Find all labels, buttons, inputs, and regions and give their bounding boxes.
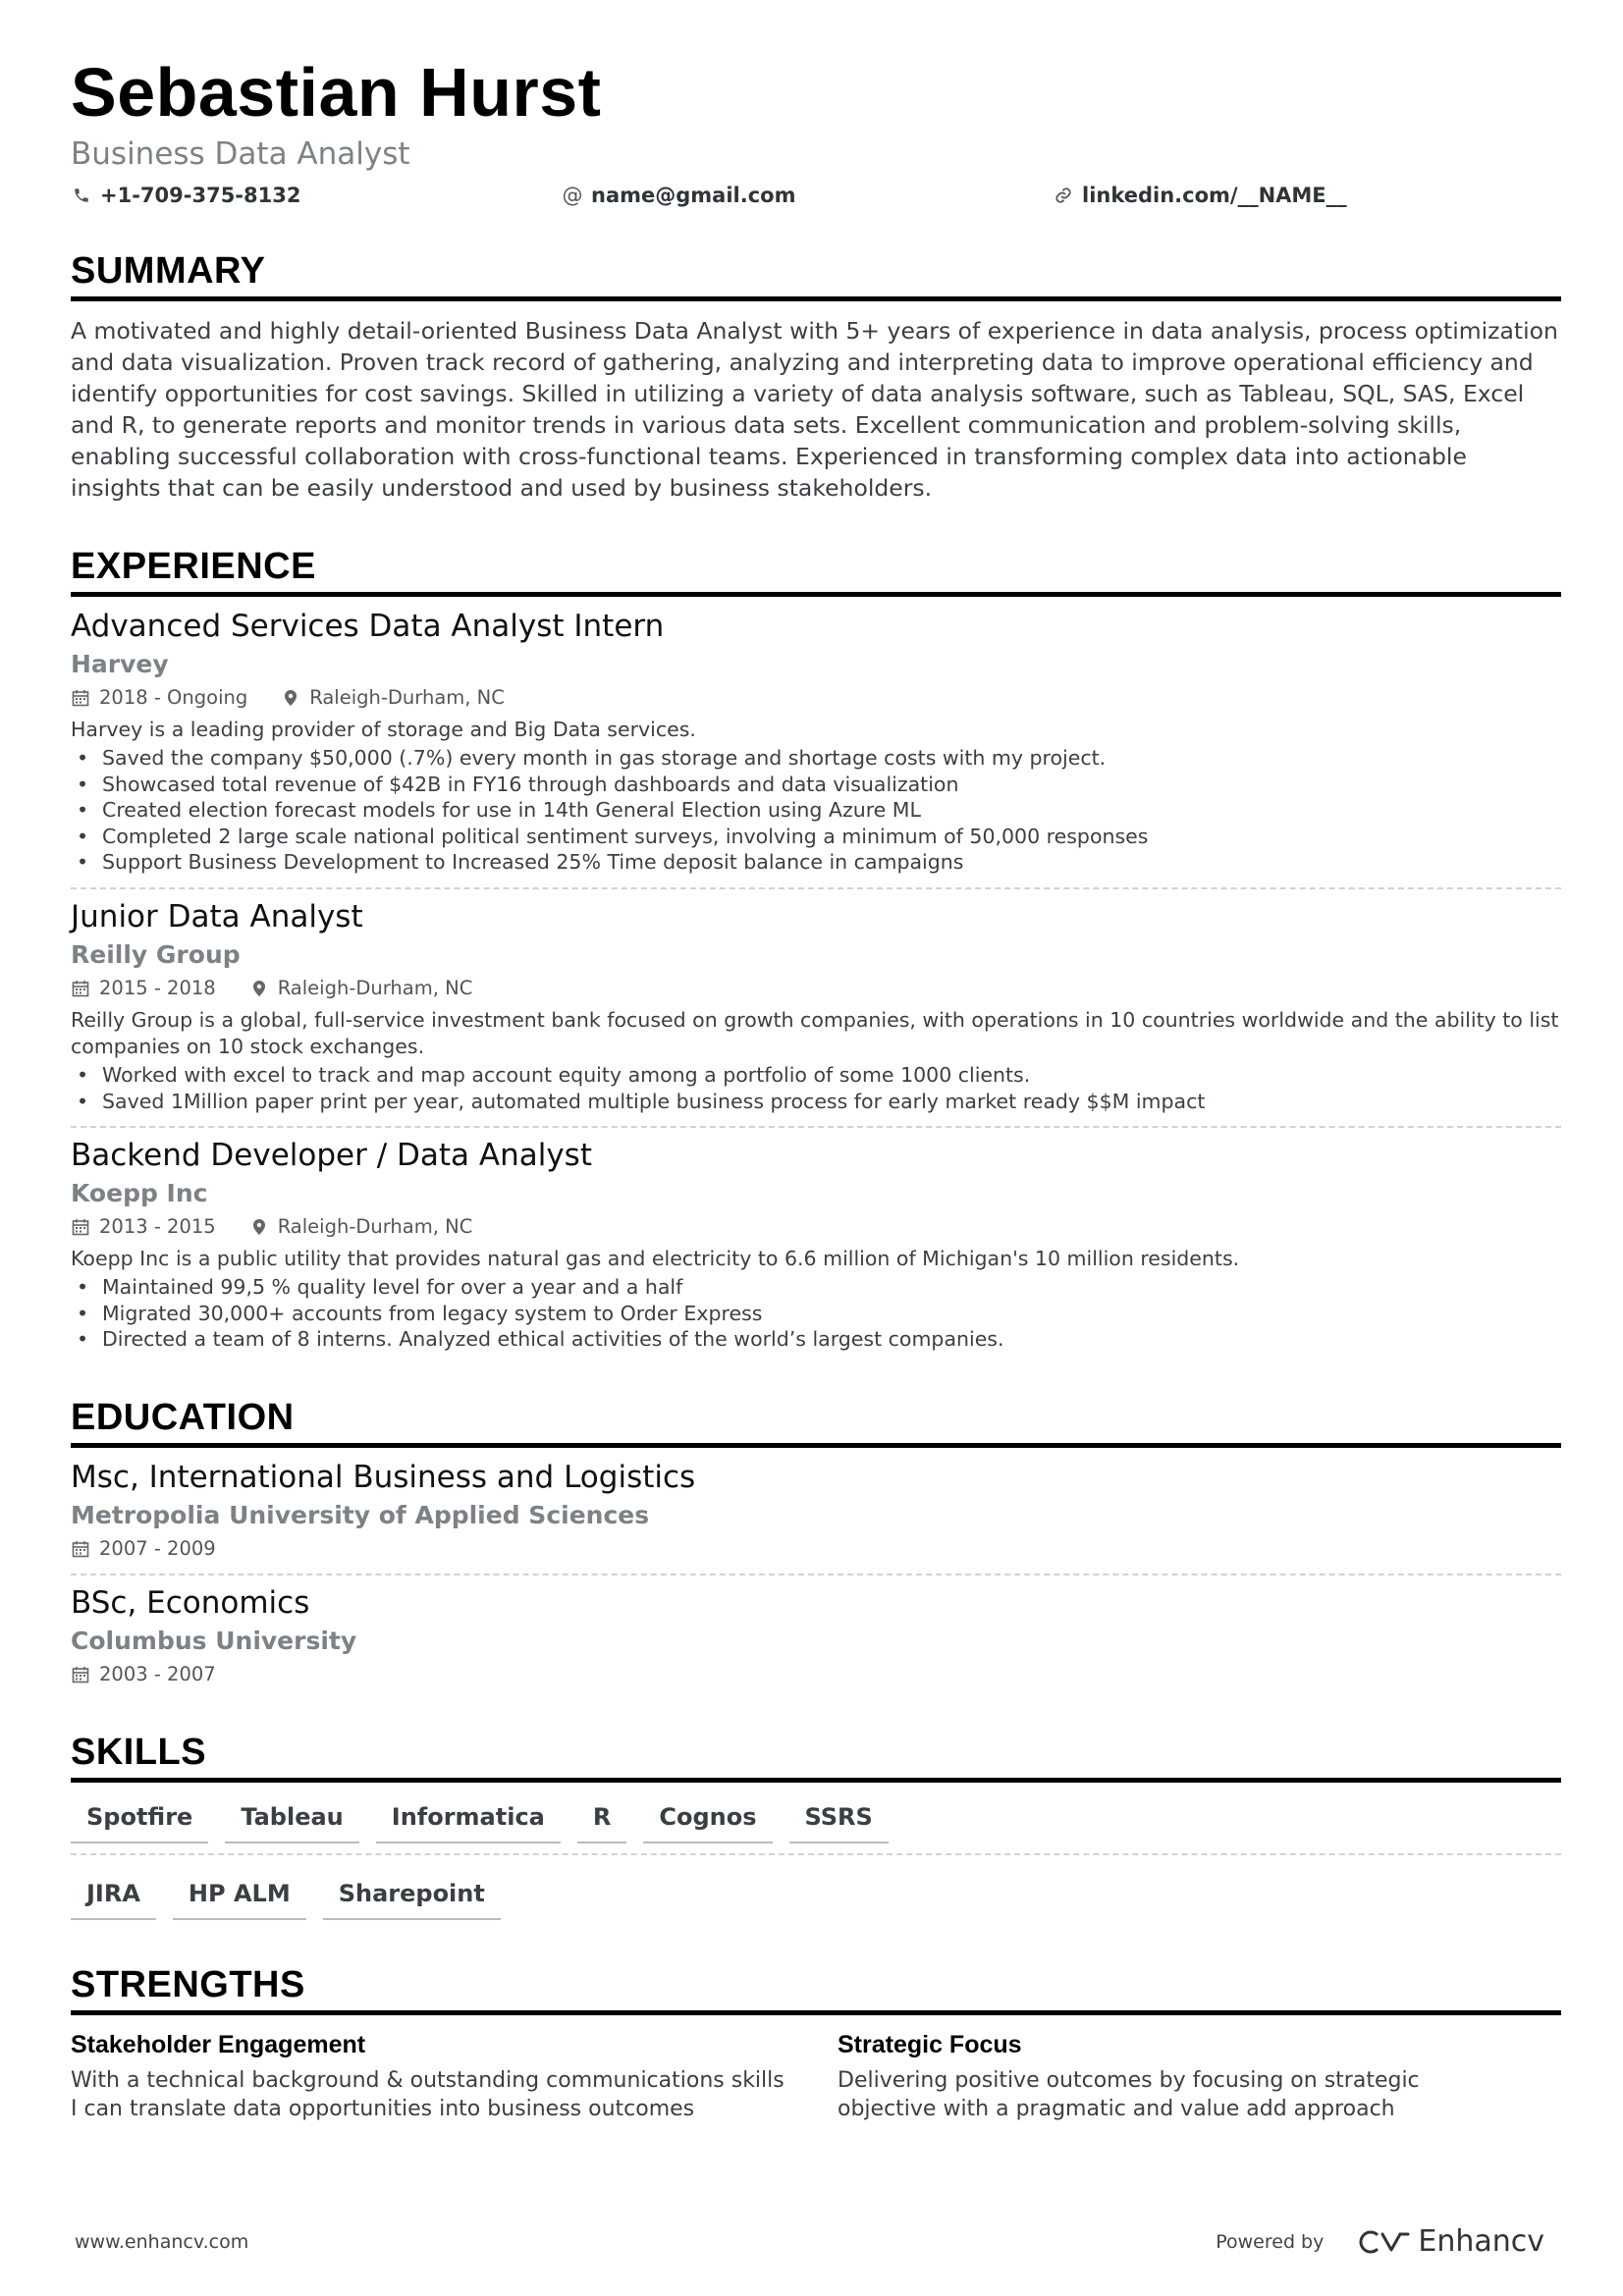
skill-tag: Informatica — [376, 1802, 561, 1843]
education-entry — [71, 1583, 1561, 1687]
job-company: Koepp Inc — [71, 1179, 208, 1208]
divider — [71, 1126, 1561, 1128]
skill-tag: HP ALM — [173, 1879, 306, 1920]
job-entry — [71, 897, 1561, 1128]
powered-by-text: Powered by — [1216, 2230, 1325, 2253]
education-heading: EDUCATION — [71, 1396, 1561, 1448]
enhancv-logo[interactable] — [1355, 2224, 1544, 2259]
linkedin-text: linkedin.com/__NAME__ — [1082, 184, 1347, 207]
job-bullets — [71, 1062, 1561, 1114]
strength-text: With a technical background & outstanding communications skills I can translate data opportunities into business outcomes — [71, 2067, 784, 2121]
resume-page — [71, 53, 1561, 2123]
job-bullet: • Migrated 30,000+ accounts from legacy system to Order Express — [71, 1301, 1561, 1327]
candidate-role: Business Data Analyst — [71, 136, 410, 172]
calendar-icon — [71, 1217, 90, 1237]
footer-site-link[interactable]: www.enhancv.com — [75, 2230, 249, 2253]
footer — [75, 2224, 1544, 2259]
job-dates: 2018 - Ongoing — [99, 686, 248, 709]
email-contact[interactable] — [562, 184, 1053, 207]
job-description: Koepp Inc is a public utility that provides natural gas and electricity to 6.6 million of Michigan's 10 million residents. — [71, 1247, 1240, 1271]
job-meta — [71, 976, 1561, 1001]
linkedin-contact[interactable] — [1053, 184, 1347, 207]
job-bullet: • Directed a team of 8 interns. Analyzed ethical activities of the world’s largest companies. — [71, 1326, 1561, 1353]
strengths-section — [71, 1963, 1561, 2123]
powered-by — [1216, 2224, 1544, 2259]
job-company: Reilly Group — [71, 939, 241, 969]
divider — [71, 1853, 1561, 1855]
school-name: Metropolia University of Applied Sciences — [71, 1500, 650, 1529]
enhancv-brand-text: Enhancv — [1418, 2224, 1544, 2259]
school-name: Columbus University — [71, 1626, 357, 1655]
email-text: name@gmail.com — [591, 184, 796, 207]
strength-title: Stakeholder Engagement — [71, 2030, 366, 2058]
calendar-icon — [71, 1539, 90, 1559]
strengths-grid — [71, 2029, 1561, 2123]
skill-tag: R — [577, 1802, 626, 1843]
job-entry — [71, 1136, 1561, 1353]
job-bullet: • Saved 1Million paper print per year, automated multiple business process for early market ready $$M impact — [71, 1089, 1561, 1115]
summary-section — [71, 249, 1561, 504]
job-title: Junior Data Analyst — [71, 898, 363, 934]
at-icon: @ — [562, 184, 583, 207]
job-location-text: Raleigh-Durham, NC — [277, 1215, 473, 1239]
strength-title: Strategic Focus — [838, 2030, 1022, 2058]
education-dates: 2003 - 2007 — [99, 1662, 216, 1685]
job-location-text: Raleigh-Durham, NC — [309, 686, 505, 709]
skill-tag: JIRA — [71, 1879, 156, 1920]
job-bullet: • Completed 2 large scale national political sentiment surveys, involving a minimum of 50,000 responses — [71, 824, 1561, 850]
location-pin-icon — [281, 688, 300, 708]
job-location — [281, 685, 505, 711]
phone-contact[interactable] — [71, 184, 562, 207]
skills-section — [71, 1731, 1561, 1920]
phone-icon — [71, 185, 92, 206]
job-title: Advanced Services Data Analyst Intern — [71, 609, 665, 644]
job-description: Harvey is a leading provider of storage and Big Data services. — [71, 718, 696, 741]
education-meta — [71, 1662, 1561, 1687]
candidate-name: Sebastian Hurst — [71, 54, 602, 131]
skill-tag: Cognos — [643, 1802, 772, 1843]
enhancv-logo-icon — [1355, 2228, 1410, 2256]
header — [71, 53, 1561, 210]
strength-item — [838, 2029, 1561, 2123]
location-pin-icon — [249, 979, 269, 998]
job-entry — [71, 607, 1561, 889]
skill-tag: Tableau — [225, 1802, 358, 1843]
summary-text: A motivated and highly detail-oriented Business Data Analyst with 5+ years of experience in data analysis, process optimization and data visualization. Proven track record of gathering, analyzing and interpreting data to improve operational efficiency and identify opportunities for cost savings. Skilled in utilizing a variety of data analysis software, such as Tableau, SQL, SAS, Excel and R, to generate reports and monitor trends in various data sets. Excellent communication and problem-solving skills, enabling successful collaboration with cross-functional teams. Experienced in transforming complex data into actionable insights that can be easily understood and used by business stakeholders. — [71, 317, 1558, 502]
skills-row — [71, 1802, 1561, 1843]
job-location — [249, 1214, 473, 1240]
job-bullet: • Worked with excel to track and map account equity among a portfolio of some 1000 clients. — [71, 1062, 1561, 1089]
education-dates: 2007 - 2009 — [99, 1536, 216, 1560]
strength-text: Delivering positive outcomes by focusing on strategic objective with a pragmatic and value add approach — [838, 2067, 1420, 2121]
strengths-heading: STRENGTHS — [71, 1963, 1561, 2015]
education-entry — [71, 1458, 1561, 1575]
skill-tag: SSRS — [789, 1802, 889, 1843]
skill-tag: Sharepoint — [323, 1879, 501, 1920]
degree-title: BSc, Economics — [71, 1584, 310, 1621]
skills-row — [71, 1879, 1561, 1920]
education-meta — [71, 1536, 1561, 1562]
skill-tag: Spotfire — [71, 1802, 208, 1843]
job-meta — [71, 1214, 1561, 1240]
job-bullet: • Showcased total revenue of $42B in FY16 through dashboards and data visualization — [71, 772, 1561, 798]
job-company: Harvey — [71, 650, 169, 678]
skills-heading: SKILLS — [71, 1731, 1561, 1783]
location-pin-icon — [249, 1217, 269, 1237]
divider — [71, 1574, 1561, 1575]
experience-heading: EXPERIENCE — [71, 545, 1561, 597]
divider — [71, 887, 1561, 889]
job-bullet: • Created election forecast models for use in 14th General Election using Azure ML — [71, 797, 1561, 824]
experience-section — [71, 545, 1561, 1353]
strength-item — [71, 2029, 838, 2123]
job-location — [249, 976, 473, 1001]
job-meta — [71, 685, 1561, 711]
calendar-icon — [71, 1665, 90, 1684]
calendar-icon — [71, 979, 90, 998]
calendar-icon — [71, 688, 90, 708]
link-icon — [1053, 185, 1074, 206]
job-bullets — [71, 745, 1561, 876]
degree-title: Msc, International Business and Logistics — [71, 1459, 696, 1495]
job-bullets — [71, 1274, 1561, 1353]
job-dates: 2013 - 2015 — [99, 1215, 216, 1239]
job-title: Backend Developer / Data Analyst — [71, 1138, 592, 1174]
phone-text: +1-709-375-8132 — [100, 184, 301, 207]
job-location-text: Raleigh-Durham, NC — [277, 976, 473, 999]
contact-row — [71, 181, 1561, 210]
education-section — [71, 1396, 1561, 1687]
job-bullet: • Maintained 99,5 % quality level for over a year and a half — [71, 1274, 1561, 1301]
job-dates: 2015 - 2018 — [99, 976, 216, 999]
job-bullet: • Saved the company $50,000 (.7%) every month in gas storage and shortage costs with my project. — [71, 745, 1561, 772]
job-description: Reilly Group is a global, full-service investment bank focused on growth companies, with operations in 10 countries worldwide and the ability to list companies on 10 stock exchanges. — [71, 1007, 1559, 1058]
job-bullet: • Support Business Development to Increased 25% Time deposit balance in campaigns — [71, 849, 1561, 876]
summary-heading: SUMMARY — [71, 249, 1561, 301]
